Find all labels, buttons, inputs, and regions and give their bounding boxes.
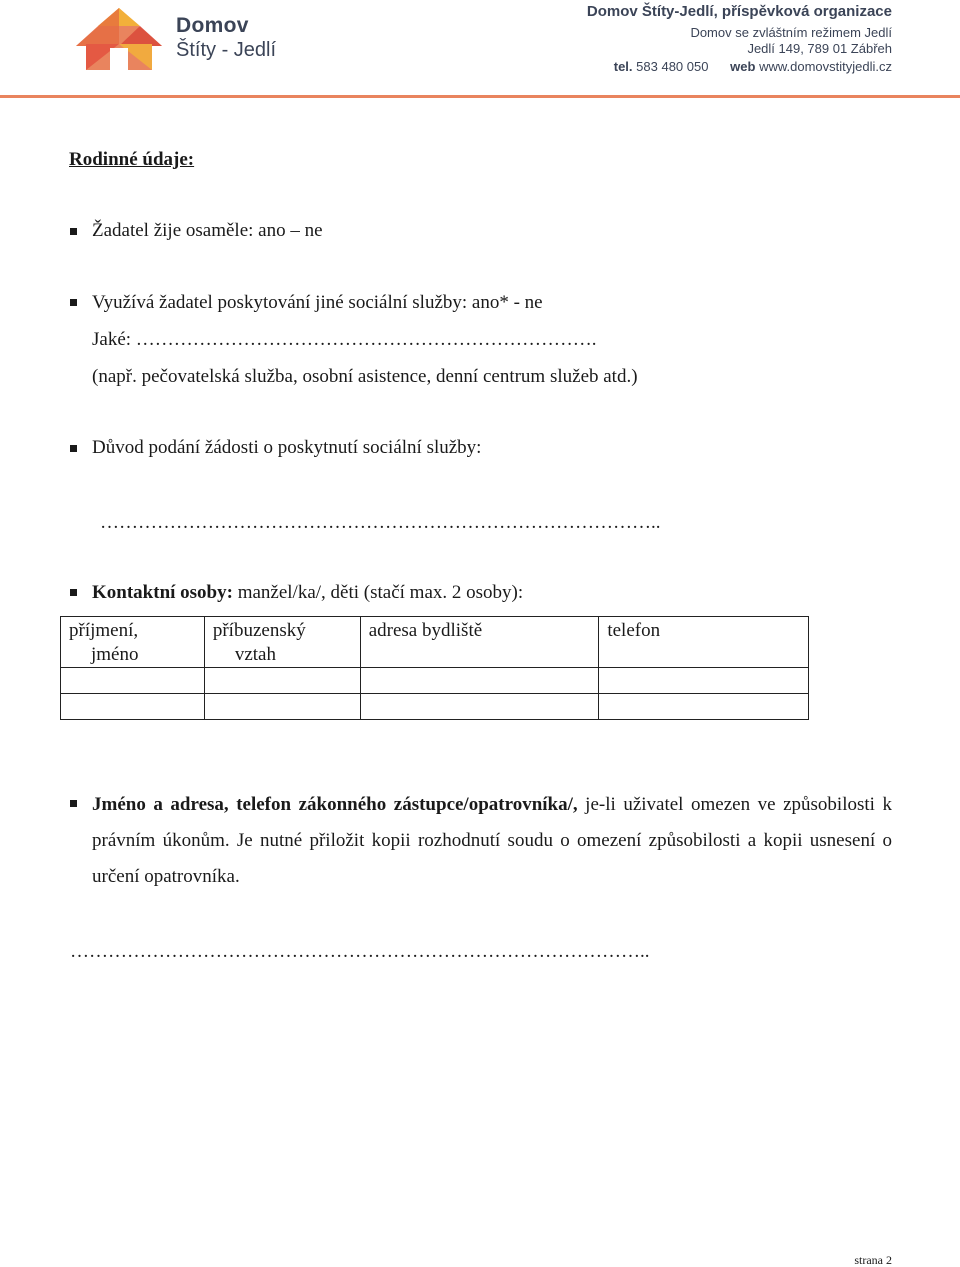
table-header-cell: [204, 617, 360, 668]
item-which-service: Jaké: ……………………………………………………………….: [92, 329, 597, 350]
item-other-service: Využívá žadatel poskytování jiné sociální služby: ano* - ne: [92, 292, 543, 313]
bullet-icon: [70, 228, 77, 235]
header-relation: příbuzenský: [212, 620, 306, 641]
organization-name: Domov Štíty-Jedlí, příspěvková organizace: [586, 3, 892, 20]
guardian-label: Jméno a adresa, telefon zákonného zástupce/opatrovníka/,: [92, 794, 578, 815]
item-contacts: [92, 582, 523, 604]
web-label: web: [730, 59, 756, 74]
guardian-dots: ………………………………………………………………………………..: [70, 941, 650, 962]
table-header-row: [61, 617, 809, 668]
logo-subtitle: Štíty - Jedlí: [176, 39, 277, 61]
reason-dots: ……………………………………………………………………………..: [100, 512, 661, 533]
bullet-icon: [70, 299, 77, 306]
table-cell[interactable]: [204, 668, 360, 694]
header-surname: příjmení,: [69, 620, 139, 641]
header-phone: telefon: [607, 620, 661, 641]
tel-label: tel.: [613, 59, 633, 74]
table-cell[interactable]: [360, 694, 599, 720]
contacts-table: [60, 616, 809, 720]
table-header-cell: [61, 617, 205, 668]
table-header-cell: [599, 617, 809, 668]
header-rule: [0, 95, 960, 98]
web-value: www.domovstityjedli.cz: [759, 59, 892, 74]
bullet-icon: [70, 800, 77, 807]
table-cell[interactable]: [599, 694, 809, 720]
logo-wordmark: [176, 14, 276, 62]
page-number: strana 2: [854, 1253, 892, 1267]
house-logo-icon: [76, 6, 162, 70]
organization-line-1: Domov se zvláštním režimem Jedlí: [690, 25, 892, 40]
guardian-text: je-li uživatel omezen ve způsobilosti k právním úkonům. Je nutné přiložit kopii rozhodnutí soudu o omezení způsobilosti a kopii usnesení o určení opatrovníka.: [92, 794, 892, 887]
item-which-hint: (např. pečovatelská služba, osobní asistence, denní centrum služeb atd.): [92, 366, 638, 387]
table-cell[interactable]: [61, 668, 205, 694]
table-cell[interactable]: [360, 668, 599, 694]
header-relation-2: vztah: [234, 644, 276, 665]
header-name: jméno: [91, 644, 139, 665]
letterhead: [0, 0, 960, 98]
item-guardian: [92, 787, 892, 895]
table-row: [61, 694, 809, 720]
table-cell[interactable]: [204, 694, 360, 720]
table-header-cell: [360, 617, 599, 668]
organization-block: [587, 2, 892, 75]
organization-contact: [587, 59, 892, 75]
table-cell[interactable]: [599, 668, 809, 694]
logo-title: Domov: [176, 14, 249, 37]
table-row: [61, 668, 809, 694]
bullet-icon: [70, 589, 77, 596]
table-cell[interactable]: [61, 694, 205, 720]
organization-address: Jedlí 149, 789 01 Zábřeh: [747, 41, 892, 56]
bullet-icon: [70, 445, 77, 452]
contacts-text: manžel/ka/, děti (stačí max. 2 osoby):: [232, 582, 524, 603]
item-reason: Důvod podání žádosti o poskytnutí sociální služby:: [92, 437, 482, 458]
tel-value: 583 480 050: [636, 59, 709, 74]
header-address: adresa bydliště: [368, 620, 483, 641]
section-title: Rodinné údaje:: [69, 149, 195, 170]
item-lives-alone: Žadatel žije osaměle: ano – ne: [92, 220, 323, 241]
contacts-label: Kontaktní osoby:: [92, 582, 233, 603]
